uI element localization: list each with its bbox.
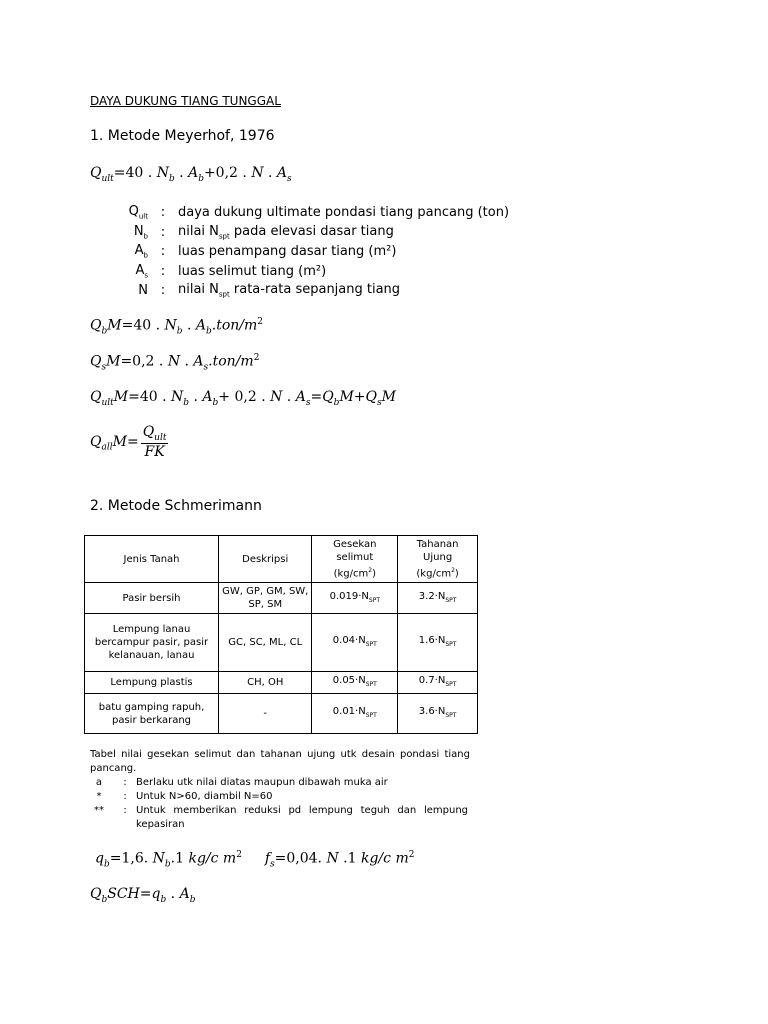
note-row: a : Berlaku utk nilai diatas maupun dibawah muka air	[95, 777, 388, 788]
symbol-row-n: N : nilai $N_{spt}$ rata-rata sepanjang tiang	[138, 282, 401, 300]
table-header-row	[85, 536, 478, 583]
header-jenis-tanah: Jenis Tanah	[85, 536, 219, 583]
document-title: DAYA DUKUNG TIANG TUNGGAL	[90, 94, 281, 108]
section2-heading: 2. Metode Schmerimann	[90, 498, 262, 514]
formula-qb-meyerhof: $Q_bM=40$ . $N_b$ . $A_b.ton/m^2$	[90, 317, 264, 337]
formula-qbsch: $Q_bSCH=q_b$ . $A_b$	[90, 886, 196, 905]
formula-qs-meyerhof: $Q_sM=0,2$ . N . $A_s.ton/m^2$	[90, 353, 260, 373]
table-row: Lempung lanau bercampur pasir, pasir kelanauan, lanau GC, SC, ML, CL $0.04\cdot N_{SPT}$ $1.6\cdot N_{SPT}$	[85, 614, 478, 672]
table-caption: Tabel nilai gesekan selimut dan tahanan ujung utk desain pondasi tiang pancang.	[90, 749, 470, 774]
table-notes	[84, 776, 468, 832]
table-row: batu gamping rapuh, pasir berkarang - $0.01\cdot N_{SPT}$ $3.6\cdot N_{SPT}$	[85, 694, 478, 734]
header-deskripsi: Deskripsi	[219, 536, 312, 583]
symbol-row-as: $A_s$ : luas selimut tiang (m²)	[135, 262, 327, 280]
header-gesekan: Gesekan selimut $(kg/cm^2)$	[312, 536, 398, 583]
symbol-row-ab: $A_b$ : luas penampang dasar tiang (m²)	[134, 243, 397, 261]
symbol-row-nb: $N_b$ : nilai $N_{spt}$ pada elevasi dasar tiang	[133, 223, 394, 241]
schmertmann-table	[84, 535, 478, 734]
note-row: ** : Untuk memberikan reduksi pd lempung teguh dan lempung kepasiran	[94, 805, 468, 830]
table-row: Pasir bersih GW, GP, GM, SW, SP, SM $0.019\cdot N_{SPT}$ $3.2\cdot N_{SPT}$	[85, 583, 478, 614]
symbol-row-qult: $Q_{ult}$ : daya dukung ultimate pondasi tiang pancang (ton)	[128, 204, 510, 222]
header-tahanan: Tahanan Ujung $(kg/cm^2)$	[398, 536, 478, 583]
section1-heading: 1. Metode Meyerhof, 1976	[90, 128, 275, 144]
note-row: * : Untuk N>60, diambil N=60	[96, 791, 273, 802]
formula-qult-total: $Q_{ult}M=40$ . $N_b$ . $A_b+ 0,2$ . N . $A_s=Q_bM+Q_sM$	[90, 389, 396, 408]
formula-qult-meyerhof: $Q_{ult}=40$ . $N_b$ . $A_b+0,2$ . N . $A_s$	[90, 165, 292, 184]
table-row: Lempung plastis CH, OH $0.05\cdot N_{SPT}$ $0.7\cdot N_{SPT}$	[85, 672, 478, 694]
symbol-legend	[110, 203, 509, 301]
formula-qall: $Q_{all}M=$ $\frac{Q_{ult}}{FK}$	[90, 424, 167, 460]
formula-qb-schmertmann: $q_b=1,6$. $N_b.1$ kg/c $m^2$ $f_s=0,04$. N .1 kg/c $m^2$	[95, 850, 415, 870]
